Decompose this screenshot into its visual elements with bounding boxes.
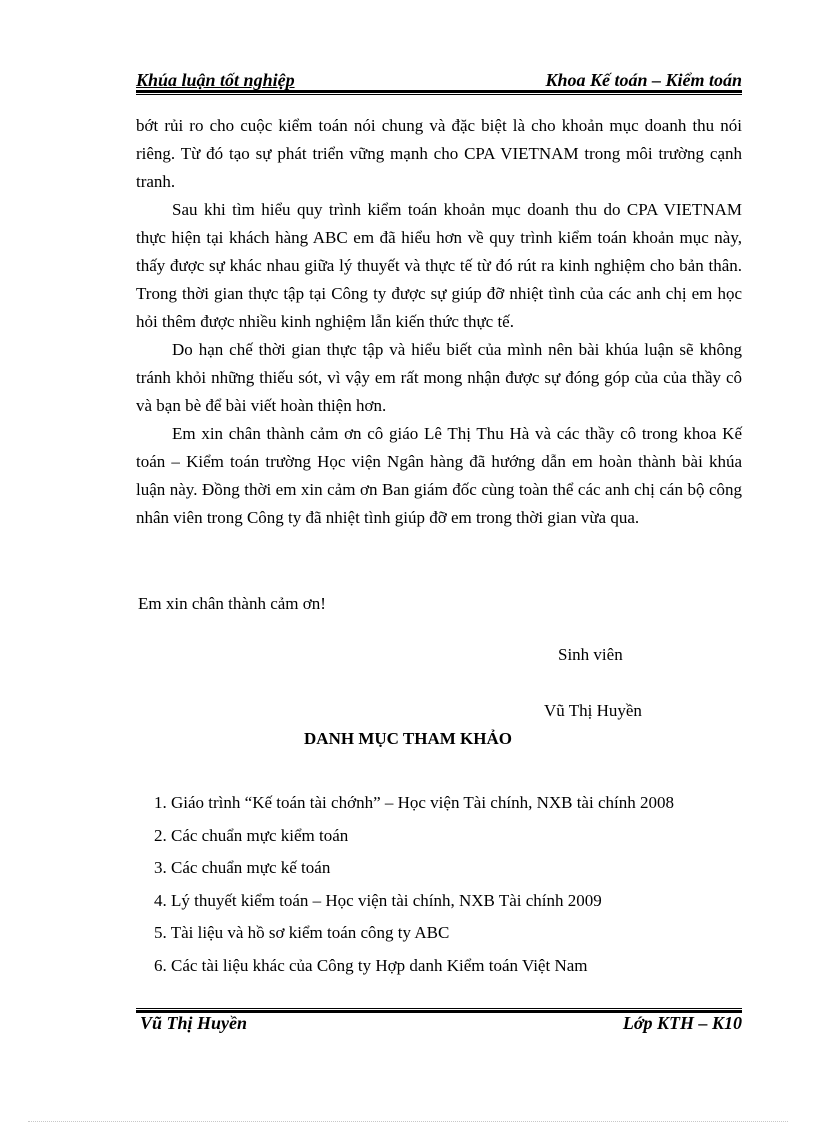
reference-item: 3. Các chuẩn mực kế toán	[154, 858, 331, 877]
references-title: DANH MỤC THAM KHẢO	[304, 729, 512, 748]
signature-name: Vũ Thị Huyền	[544, 701, 642, 720]
header-thesis-label: Khúa luận tốt nghiệp	[136, 70, 295, 90]
reference-item: 1. Giáo trình “Kế toán tài chớnh” – Học viện Tài chính, NXB tài chính 2008	[154, 793, 674, 812]
reference-item: 5. Tài liệu và hồ sơ kiểm toán công ty ABC	[154, 923, 450, 942]
reference-item: 6. Các tài liệu khác của Công ty Hợp danh Kiểm toán Việt Nam	[154, 955, 588, 975]
body-text	[136, 112, 742, 532]
signature-role: Sinh viên	[558, 645, 623, 664]
paragraph: Em xin chân thành cảm ơn cô giáo Lê Thị Thu Hà và các thầy cô trong khoa Kế toán – Kiểm toán trường Học viện Ngân hàng đã hướng dẫn em hoàn thành bài khúa luận này. Đồng thời em xin cảm ơn Ban giám đốc cùng toàn thể các anh chị cán bộ công nhân viên trong Công ty đã nhiệt tình giúp đỡ em trong thời gian vừa qua.	[136, 424, 742, 527]
header-divider	[136, 90, 742, 95]
header-faculty-label: Khoa Kế toán – Kiểm toán	[545, 70, 742, 90]
reference-item: 4. Lý thuyết kiểm toán – Học viện tài chính, NXB Tài chính 2009	[154, 890, 602, 910]
footer-class: Lớp KTH – K10	[622, 1013, 742, 1033]
reference-item: 2. Các chuẩn mực kiểm toán	[154, 825, 349, 845]
thanks-line: Em xin chân thành cảm ơn!	[138, 594, 326, 613]
page-footer	[140, 1013, 742, 1039]
footer-author: Vũ Thị Huyền	[140, 1013, 248, 1033]
paragraph: bớt rủi ro cho cuộc kiểm toán nói chung và đặc biệt là cho khoản mục doanh thu nói riêng. Từ đó tạo sự phát triển vững mạnh cho CPA VIETNAM trong môi trường cạnh tranh.	[136, 116, 742, 191]
paragraph: Sau khi tìm hiểu quy trình kiểm toán khoản mục doanh thu do CPA VIETNAM thực hiện tại khách hàng ABC em đã hiểu hơn về quy trình kiểm toán khoản mục này, thấy được sự khác nhau giữa lý thuyết và thực tế từ đó rút ra kinh nghiệm cho bản thân. Trong thời gian thực tập tại Công ty được sự giúp đỡ nhiệt tình của các anh chị em học hỏi thêm được nhiều kinh nghiệm lẫn kiến thức thực tế.	[136, 200, 742, 331]
paragraph: Do hạn chế thời gian thực tập và hiểu biết của mình nên bài khúa luận sẽ không tránh khỏi những thiếu sót, vì vậy em rất mong nhận được sự đóng góp của của thầy cô và bạn bè để bài viết hoàn thiện hơn.	[136, 340, 742, 415]
references-list	[154, 790, 674, 985]
page-edge	[28, 1121, 788, 1122]
